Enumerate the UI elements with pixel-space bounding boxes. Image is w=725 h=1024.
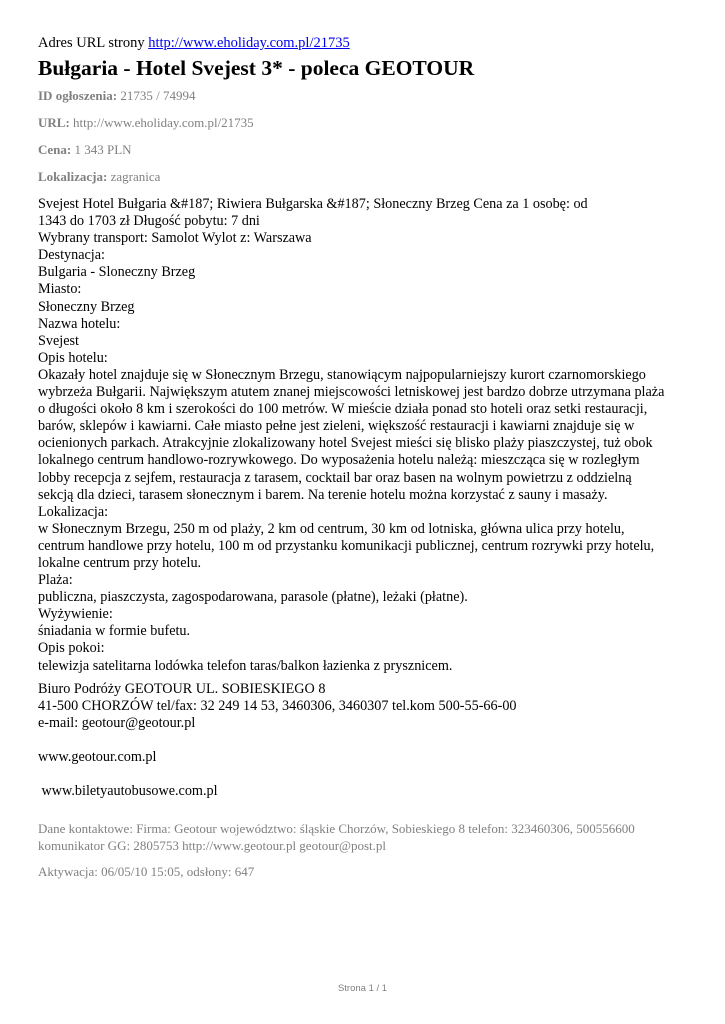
listing-location-value: zagranica xyxy=(110,169,161,184)
listing-price-value: 1 343 PLN xyxy=(74,142,132,157)
document-page xyxy=(38,34,688,880)
source-url-link[interactable]: http://www.eholiday.com.pl/21735 xyxy=(148,35,350,51)
description-line: lobby recepcja z sejfem, restauracja z tarasem, cocktail bar oraz basen na wolnym powietrzu z oddzielną xyxy=(38,469,632,486)
listing-url xyxy=(38,115,688,131)
page-number: Strona 1 / 1 xyxy=(337,983,388,994)
page-title: Bułgaria - Hotel Svejest 3* - poleca GEOTOUR xyxy=(38,56,475,80)
website-bilety: www.biletyautobusowe.com.pl xyxy=(38,782,218,799)
description-line: centrum handlowe przy hotelu, 100 m od przystanku komunikacji publicznej, centrum rozrywki przy hotelu, xyxy=(38,537,655,554)
description-line: sekcją dla dzieci, tarasem słonecznym i barem. Na terenie hotelu można korzystać z sauny i masaży. xyxy=(38,486,608,503)
activation-info: Aktywacja: 06/05/10 15:05, odsłony: 647 xyxy=(38,863,255,879)
description-line: ocienionych parkach. Atrakcyjnie zlokalizowany hotel Svejest mieści się blisko plaży piaszczystej, tuż obok xyxy=(38,435,653,452)
description-line: Słoneczny Brzeg xyxy=(38,298,135,315)
listing-description xyxy=(38,196,688,675)
website-geotour: www.geotour.com.pl xyxy=(38,748,157,765)
listing-location xyxy=(38,169,688,185)
description-line: telewizja satelitarna lodówka telefon taras/balkon łazienka z prysznicem. xyxy=(38,657,453,674)
contact-line: 41-500 CHORZÓW tel/fax: 32 249 14 53, 3460306, 3460307 tel.kom 500-55-66-00 xyxy=(38,697,517,714)
listing-id-value: 21735 / 74994 xyxy=(120,88,196,103)
source-url-prefix: Adres URL strony xyxy=(38,35,145,51)
description-line: Opis hotelu: xyxy=(38,349,108,366)
description-line: lokalne centrum przy hotelu. xyxy=(38,554,202,571)
description-line: Okazały hotel znajduje się w Słonecznym Brzegu, stanowiącym najpopularniejszy kurort czarnomorskiego xyxy=(38,366,646,383)
description-line: publiczna, piaszczysta, zagospodarowana, parasole (płatne), leżaki (płatne). xyxy=(38,589,468,606)
description-line: Bulgaria - Sloneczny Brzeg xyxy=(38,264,196,281)
description-line: Nazwa hotelu: xyxy=(38,315,121,332)
listing-url-value: http://www.eholiday.com.pl/21735 xyxy=(73,115,254,130)
contact-line: Biuro Podróży GEOTOUR UL. SOBIESKIEGO 8 xyxy=(38,680,326,697)
description-line: śniadania w formie bufetu. xyxy=(38,623,191,640)
listing-price-label: Cena: xyxy=(38,142,72,157)
description-line: barów, sklepów i kawiarni. Całe miasto pełne jest zieleni, większość restauracji i kawiarni znajduje się w xyxy=(38,418,635,435)
description-line: Svejest xyxy=(38,332,79,349)
description-line: Destynacja: xyxy=(38,247,105,264)
listing-url-label: URL: xyxy=(38,115,70,130)
description-line: Lokalizacja: xyxy=(38,503,109,520)
source-url-line xyxy=(38,34,688,52)
description-line: Miasto: xyxy=(38,281,82,298)
description-line: o długości około 8 km i szerokości do 100 metrów. W mieście działa ponad sto hoteli oraz setki restauracji, xyxy=(38,401,648,418)
description-line: wybrzeża Bułgarii. Największym atutem znanej miejscowości letniskowej jest bardzo dobrze utrzymana plaża xyxy=(38,384,665,401)
description-line: Svejest Hotel Bułgaria &#187; Riwiera Bułgarska &#187; Słoneczny Brzeg Cena za 1 osobę: od xyxy=(38,196,588,212)
contact-details-line: komunikator GG: 2805753 http://www.geotour.pl geotour@post.pl xyxy=(38,837,387,853)
description-line: lokalnego centrum handlowo-rozrywkowego. Do wyposażenia hotelu należą: mieszcząca się w rozległym xyxy=(38,452,640,469)
description-line: Wybrany transport: Samolot Wylot z: Warszawa xyxy=(38,230,312,247)
contact-email: e-mail: geotour@geotour.pl xyxy=(38,714,196,731)
contact-details-line: Dane kontaktowe: Firma: Geotour województwo: śląskie Chorzów, Sobieskiego 8 telefon: 323460306, 500556600 xyxy=(38,820,635,836)
description-line: Opis pokoi: xyxy=(38,640,105,657)
description-line: Wyżywienie: xyxy=(38,606,113,623)
listing-location-label: Lokalizacja: xyxy=(38,169,108,184)
description-line: Plaża: xyxy=(38,572,73,589)
description-line: w Słonecznym Brzegu, 250 m od plaży, 2 km od centrum, 30 km od lotniska, główna ulica przy hotelu, xyxy=(38,520,625,537)
agency-contact xyxy=(38,681,688,732)
listing-id-label: ID ogłoszenia: xyxy=(38,88,118,103)
contact-details xyxy=(38,820,688,854)
listing-price xyxy=(38,142,688,158)
listing-id xyxy=(38,88,688,104)
description-line: 1343 do 1703 zł Długość pobytu: 7 dni xyxy=(38,213,260,230)
